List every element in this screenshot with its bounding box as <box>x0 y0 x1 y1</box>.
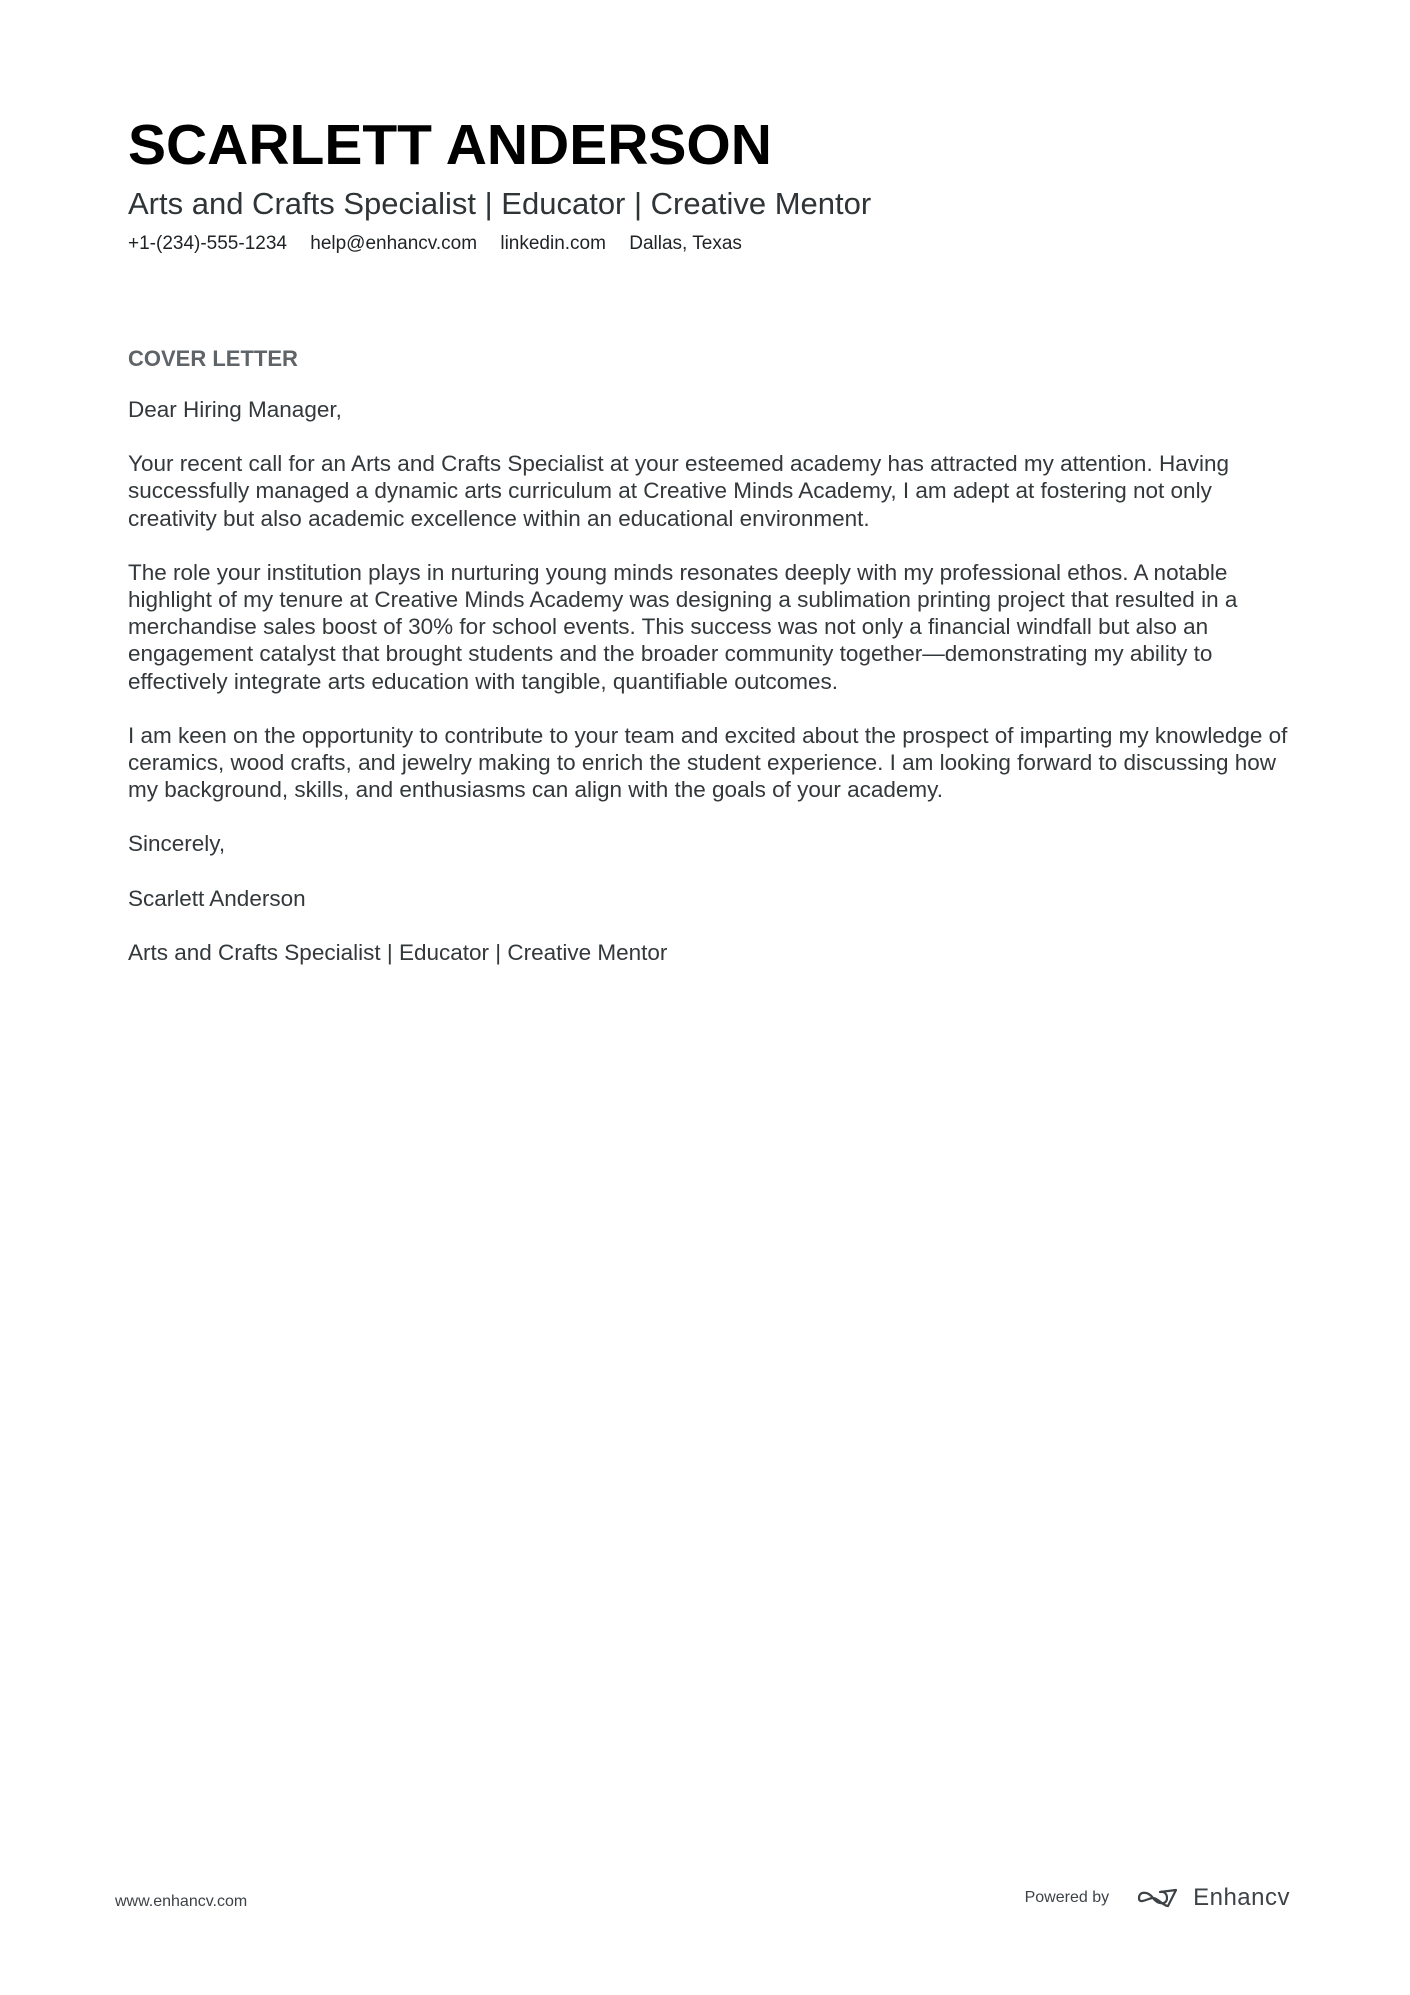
contact-info <box>128 232 1298 256</box>
paragraph-1: Your recent call for an Arts and Crafts Specialist at your esteemed academy has attracted my attention. Having successfully managed a dynamic arts curriculum at Creative Minds Academy, I am adept at fostering not only creativity but also academic excellence within an educational environment. <box>128 451 1229 531</box>
brand-logo[interactable] <box>1135 1884 1290 1912</box>
contact-email[interactable]: help@enhancv.com <box>310 233 478 254</box>
footer-website[interactable]: www.enhancv.com <box>115 1893 248 1910</box>
footer-branding <box>1025 1884 1290 1912</box>
signature-name: Scarlett Anderson <box>128 885 306 911</box>
closing: Sincerely, <box>128 831 226 857</box>
candidate-title: Arts and Crafts Specialist | Educator | Creative Mentor <box>128 186 872 221</box>
letter-body <box>128 345 1298 993</box>
enhancv-logo-icon <box>1135 1886 1181 1910</box>
contact-linkedin[interactable]: linkedin.com <box>500 233 606 254</box>
greeting: Dear Hiring Manager, <box>128 397 342 422</box>
signature-title: Arts and Crafts Specialist | Educator | Creative Mentor <box>128 939 668 965</box>
section-title: COVER LETTER <box>128 346 298 371</box>
header <box>128 110 1298 256</box>
brand-name: Enhancv <box>1193 1884 1290 1911</box>
paragraph-3: I am keen on the opportunity to contribute to your team and excited about the prospect of imparting my knowledge of ceramics, wood crafts, and jewelry making to enrich the student experience. I am looking forward to discussing how my background, skills, and enthusiasms can align with the goals of your academy. <box>128 722 1288 803</box>
contact-phone: +1-(234)-555-1234 <box>128 233 287 254</box>
candidate-name: SCARLETT ANDERSON <box>128 113 772 177</box>
powered-by-label: Powered by <box>1024 1889 1110 1906</box>
contact-location: Dallas, Texas <box>629 233 742 254</box>
paragraph-2: The role your institution plays in nurturing young minds resonates deeply with my professional ethos. A notable highlight of my tenure at Creative Minds Academy was designing a sublimation printing project that resulted in a merchandise sales boost of 30% for school events. This success was not only a financial windfall but also an engagement catalyst that brought students and the broader community together—demonstrating my ability to effectively integrate arts education with tangible, quantifiable outcomes. <box>128 559 1238 694</box>
